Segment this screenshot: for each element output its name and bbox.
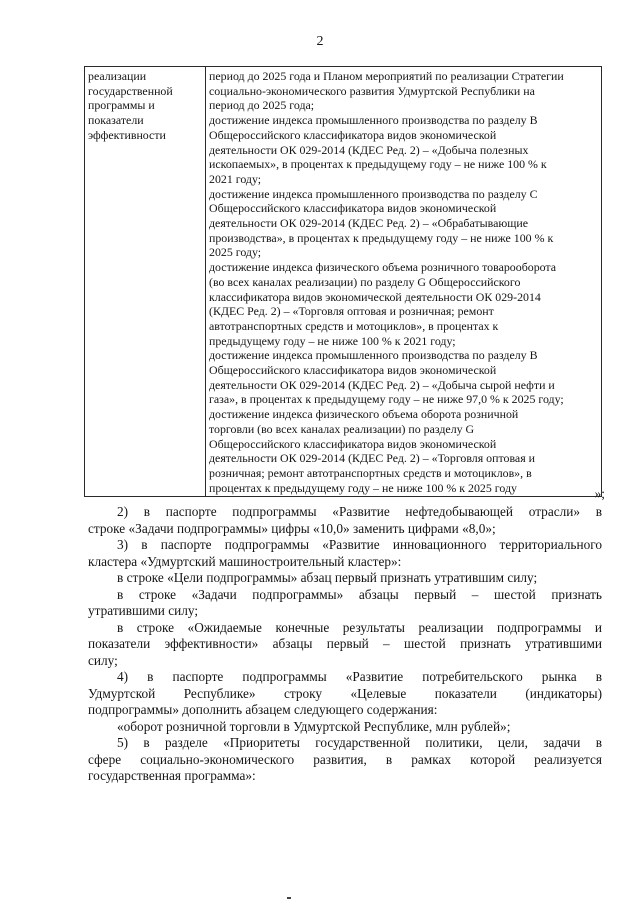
row-header-line: реализации <box>88 69 147 83</box>
row-content-line: автотранспортных средств и мотоциклов», в процентах к <box>209 318 499 333</box>
row-header-cell <box>85 67 206 497</box>
paragraph-line: показатели эффективности» абзацы первый – шестой признать утратившими <box>88 636 602 651</box>
paragraph-line: кластера «Удмуртский машиностроительный кластер»: <box>88 553 402 569</box>
closing-quote: »; <box>594 486 605 501</box>
row-content-line: деятельности ОК 029-2014 (КДЕС Ред. 2) – «Обрабатывающие <box>209 216 529 231</box>
row-content-line: торговли (во всех каналах реализации) по разделу G <box>209 421 475 436</box>
row-content-line: достижение индекса промышленного производства по разделу C <box>209 186 538 201</box>
row-content-cell <box>206 67 602 497</box>
paragraph-line: силу; <box>88 652 118 668</box>
paragraph-line: в строке «Ожидаемые конечные результаты реализации подпрограммы и <box>117 619 602 635</box>
paragraph <box>88 570 602 587</box>
page-mark <box>287 897 291 899</box>
row-content-line: (во всех каналах реализации) по разделу G Общероссийского <box>209 274 521 289</box>
paragraph <box>88 504 602 537</box>
row-content-line: 2021 году; <box>209 171 262 186</box>
row-content-line: розничная; ремонт автотранспортных средств и мотоциклов», в <box>209 465 532 480</box>
row-header-line: эффективности <box>88 127 166 142</box>
page-number: 2 <box>316 34 324 49</box>
row-content-line: деятельности ОК 029-2014 (КДЕС Ред. 2) – «Добыча сырой нефти и <box>209 377 555 392</box>
row-header-line: государственной <box>88 83 173 98</box>
row-content-line: период до 2025 года и Планом мероприятий по реализации Стратегии <box>209 69 564 83</box>
row-content-line: период до 2025 года; <box>209 98 315 113</box>
paragraph-line: подпрограммы» дополнить абзацем следующего содержания: <box>88 702 438 717</box>
paragraph-line: в строке «Цели подпрограммы» абзац первый признать утратившим силу; <box>117 570 538 585</box>
paragraph-line: строке «Задачи подпрограммы» цифры «10,0» заменить цифрами «8,0»; <box>88 520 496 536</box>
row-content-line: достижение индекса физического объема оборота розничной <box>209 407 519 422</box>
row-content-line: деятельности ОК 029-2014 (КДЕС Ред. 2) – «Торговля оптовая и <box>209 451 536 466</box>
paragraph-line: 5) в разделе «Приоритеты государственной политики, цели, задачи в <box>117 735 602 750</box>
row-content-line: достижение индекса физического объема розничного товарооборота <box>209 260 557 275</box>
row-content-line: Общероссийского классификатора видов экономической <box>209 127 497 142</box>
paragraph-line: 3) в паспорте подпрограммы «Развитие инновационного территориального <box>117 537 602 552</box>
row-header-line: показатели <box>88 113 144 128</box>
row-content-line: социально-экономического развития Удмуртской Республики на <box>209 83 535 98</box>
paragraph-line: Удмуртской Республике» строку «Целевые показатели (индикаторы) <box>88 685 602 701</box>
paragraph <box>88 587 602 620</box>
table-row <box>85 67 602 497</box>
amendment-text <box>88 504 602 785</box>
paragraph-line: государственная программа»: <box>88 768 256 783</box>
paragraph <box>88 620 602 670</box>
row-content-line: процентах к предыдущему году – не ниже 100 % к 2025 году <box>209 480 517 495</box>
paragraph-line: 4) в паспорте подпрограммы «Развитие потребительского рынка в <box>117 669 602 684</box>
program-passport-table <box>84 66 602 497</box>
row-content-line: 2025 году; <box>209 245 262 260</box>
row-content-line: ископаемых», в процентах к предыдущему году – не ниже 100 % к <box>209 157 547 172</box>
row-content-line: Общероссийского классификатора видов экономической <box>209 436 497 451</box>
paragraph-line: 2) в паспорте подпрограммы «Развитие нефтедобывающей отрасли» в <box>117 504 602 519</box>
paragraph <box>88 537 602 570</box>
paragraph-line: «оборот розничной торговли в Удмуртской Республике, млн рублей»; <box>117 718 511 734</box>
paragraph <box>88 669 602 719</box>
row-header-line: программы и <box>88 98 155 113</box>
paragraph-line: сфере социально-экономического развития, в рамках которой реализуется <box>88 751 602 767</box>
row-content-line: предыдущему году – не ниже 100 % к 2021 году; <box>209 333 456 348</box>
paragraph-line: утратившими силу; <box>88 603 199 618</box>
row-content-line: деятельности ОК 029-2014 (КДЕС Ред. 2) – «Добыча полезных <box>209 142 529 157</box>
row-content-line: газа», в процентах к предыдущему году – не ниже 97,0 % к 2025 году; <box>209 392 564 407</box>
paragraph <box>88 719 602 736</box>
row-content-line: достижение индекса промышленного производства по разделу B <box>209 348 538 363</box>
paragraph-line: в строке «Задачи подпрограммы» абзацы первый – шестой признать <box>117 586 602 602</box>
row-content-line: (КДЕС Ред. 2) – «Торговля оптовая и розничная; ремонт <box>209 304 494 319</box>
row-content-line: производства», в процентах к предыдущему году – не ниже 100 % к <box>209 230 554 245</box>
row-content-line: достижение индекса промышленного производства по разделу B <box>209 113 538 128</box>
row-content-line: Общероссийского классификатора видов экономической <box>209 363 497 378</box>
row-content-line: классификатора видов экономической деятельности ОК 029-2014 <box>209 289 541 304</box>
row-content-line: Общероссийского классификатора видов экономической <box>209 201 497 216</box>
paragraph <box>88 735 602 785</box>
